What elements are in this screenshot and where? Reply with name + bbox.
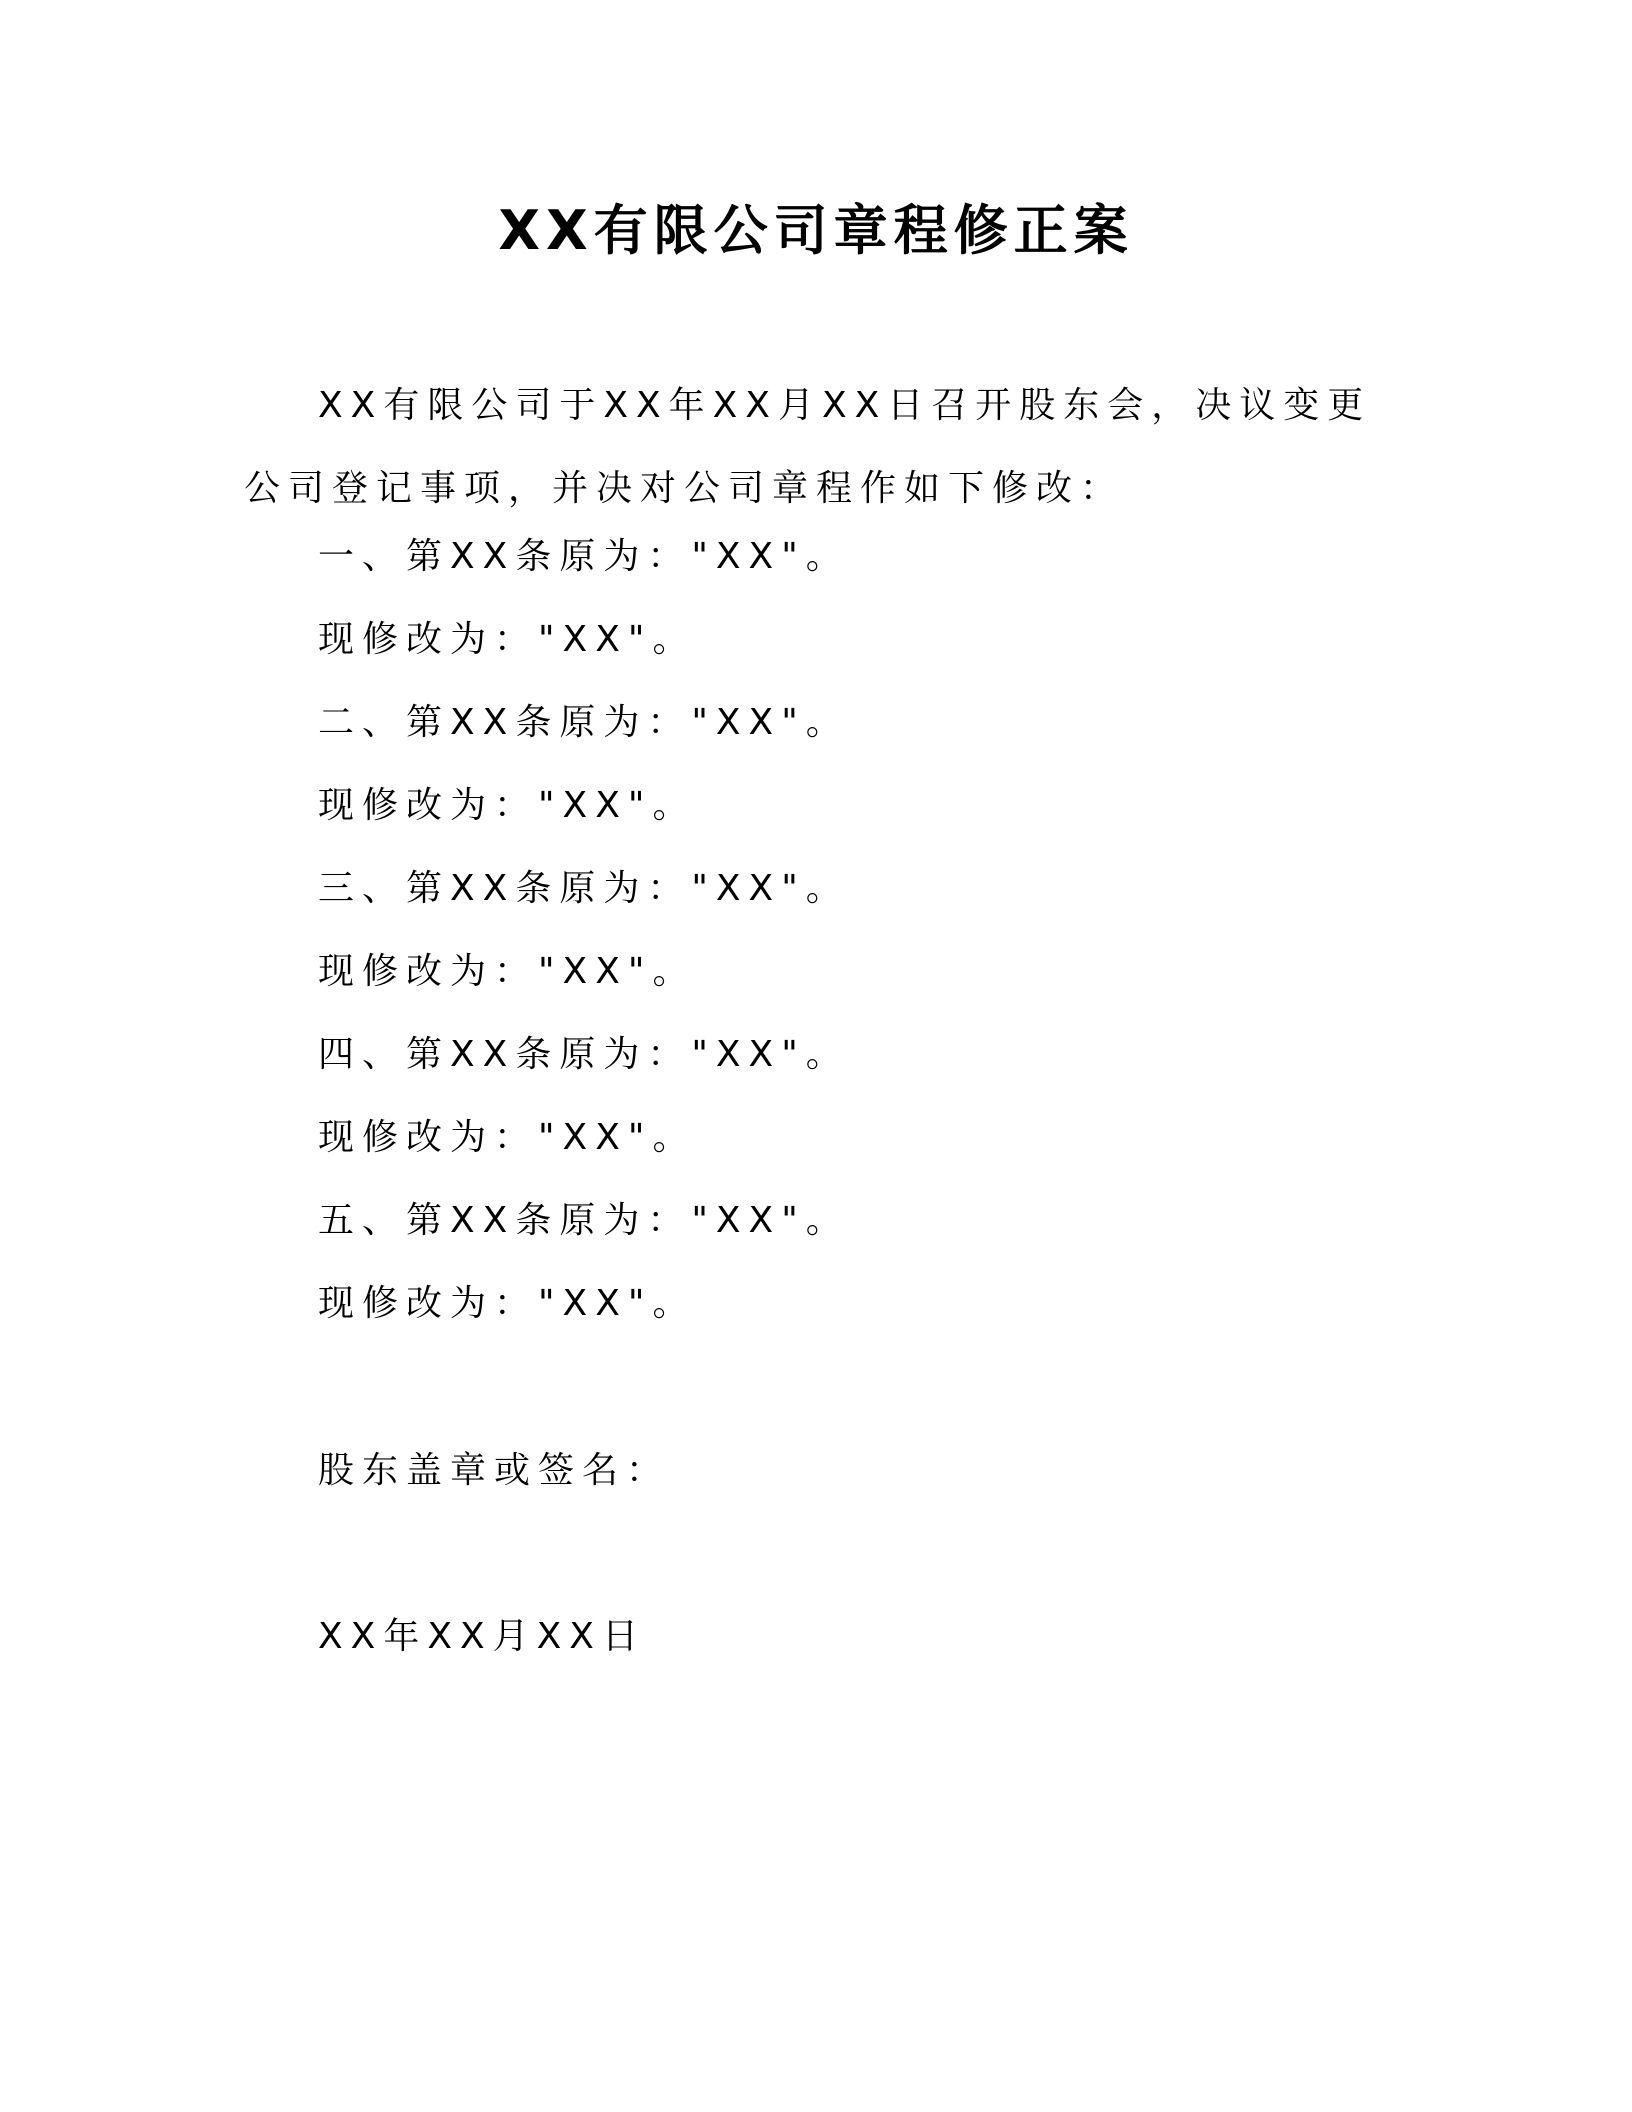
amendment-4-original: 四、第XX条原为："XX"。	[318, 1034, 850, 1075]
amendment-3-original: 三、第XX条原为："XX"。	[318, 868, 850, 909]
amendment-2-original: 二、第XX条原为："XX"。	[318, 702, 850, 743]
amendment-2-revised: 现修改为："XX"。	[318, 785, 697, 826]
amendment-5-revised: 现修改为："XX"。	[318, 1283, 697, 1324]
amendment-1-original: 一、第XX条原为："XX"。	[318, 536, 850, 577]
document-title: XX有限公司章程修正案	[498, 199, 1134, 262]
date-line: XX年XX月XX日	[318, 1616, 646, 1657]
amendment-4-revised: 现修改为："XX"。	[318, 1117, 697, 1158]
amendment-1-revised: 现修改为："XX"。	[318, 619, 697, 660]
signature-label: 股东盖章或签名：	[318, 1450, 671, 1491]
amendment-5-original: 五、第XX条原为："XX"。	[318, 1200, 850, 1241]
intro-paragraph: XX有限公司于XX年XX月XX日召开股东会，决议变更公司登记事项，并决对公司章程作如下修改：	[244, 385, 1372, 509]
amendment-3-revised: 现修改为："XX"。	[318, 951, 697, 992]
